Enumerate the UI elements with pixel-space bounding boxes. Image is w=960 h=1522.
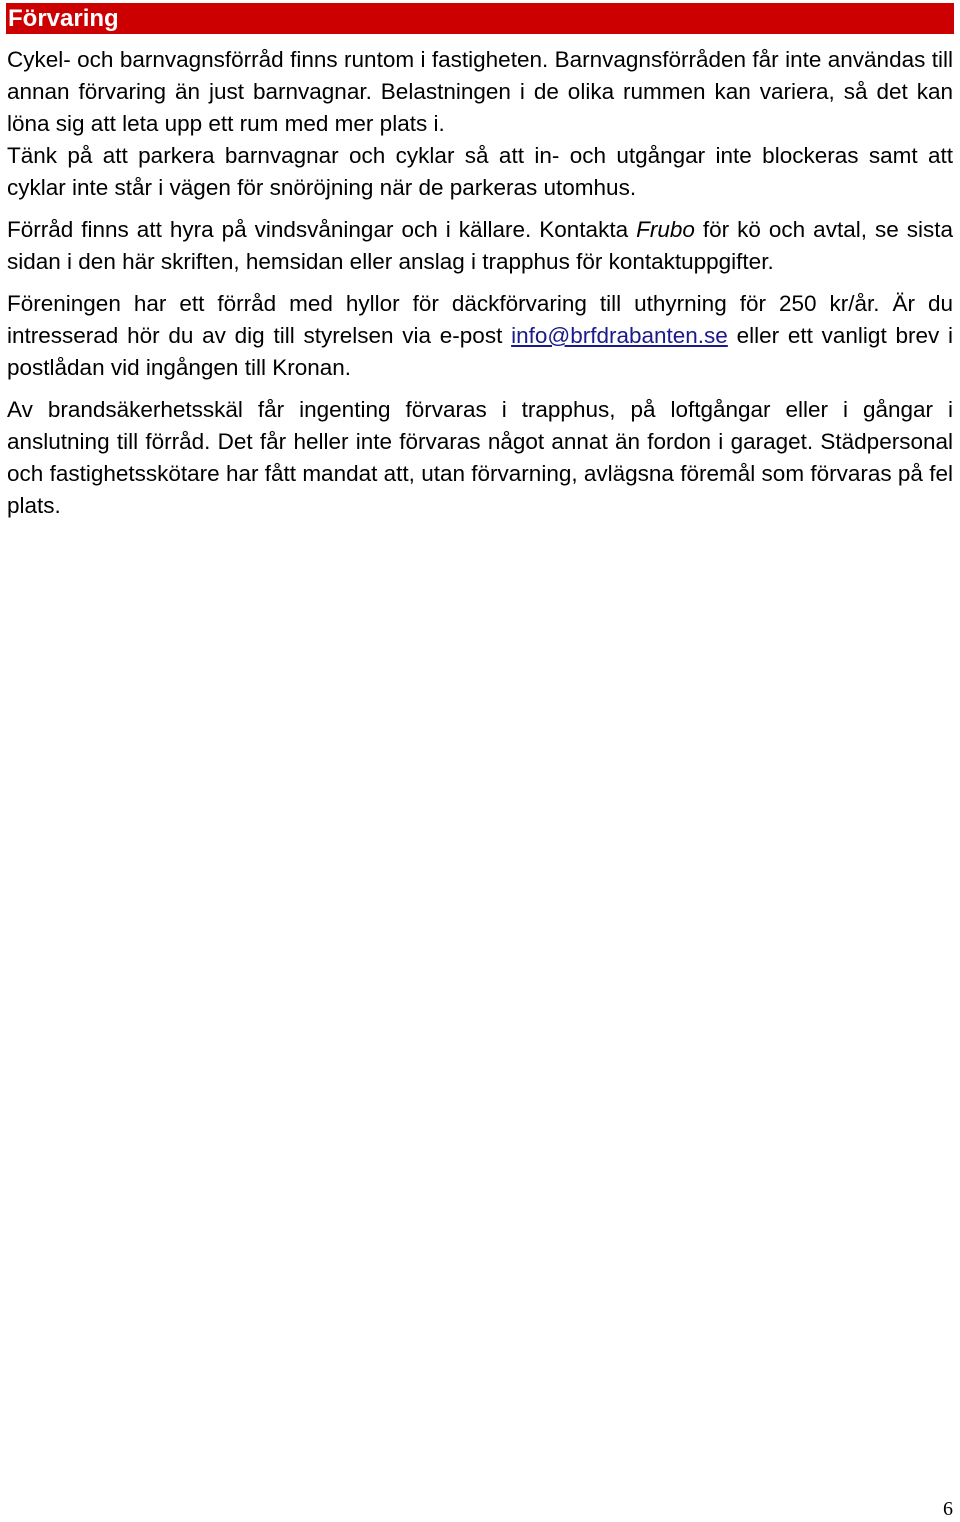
paragraph-parking-advice [7, 140, 953, 204]
document-body [7, 44, 953, 532]
paragraph-tire-storage [7, 288, 953, 384]
paragraph-fire-safety-text: Av brandsäkerhetsskäl får ingenting förvaras i trapphus, på loftgångar eller i gångar i anslutning till förråd. Det får heller inte förvaras något annat än fordon i garaget. Städpersonal och fastighetsskötare har fått mandat att, utan förvarning, avlägsna föremål som förvaras på fel plats. [7, 397, 953, 518]
paragraph-bicycle-storage-text: Cykel- och barnvagnsförråd finns runtom i fastigheten. Barnvagnsförråden får inte användas till annan förvaring än just barnvagnar. Belastningen i de olika rummen kan variera, så det kan löna sig att leta upp ett rum med mer plats i. [7, 47, 953, 136]
paragraph-tire-storage-text-start: Föreningen har ett förråd med hyllor för däckförvaring till uthyrning för 250 kr/år. Är du intresserad hör du av dig till styrelsen via e-post [7, 291, 953, 348]
paragraph-bicycle-storage [7, 44, 953, 140]
paragraph-storage-rental-text-end: för kö och avtal, se sista sidan i den här skriften, hemsidan eller anslag i trapphus för kontaktuppgifter. [7, 217, 953, 274]
page-number: 6 [943, 1498, 953, 1520]
paragraph-storage-rental-text-start: Förråd finns att hyra på vindsvåningar och i källare. Kontakta [7, 217, 637, 242]
paragraph-storage-rental [7, 214, 953, 278]
paragraph-tire-storage-text-end: eller ett vanligt brev i postlådan vid ingången till Kronan. [7, 323, 953, 380]
section-title: Förvaring [8, 5, 119, 32]
frubo-name: Frubo [636, 217, 695, 242]
email-link[interactable]: info@brfdrabanten.se [511, 323, 728, 348]
paragraph-fire-safety [7, 394, 953, 522]
paragraph-parking-advice-text: Tänk på att parkera barnvagnar och cyklar så att in- och utgångar inte blockeras samt att cyklar inte står i vägen för snöröjning när de parkeras utomhus. [7, 143, 953, 200]
section-heading [6, 3, 954, 34]
